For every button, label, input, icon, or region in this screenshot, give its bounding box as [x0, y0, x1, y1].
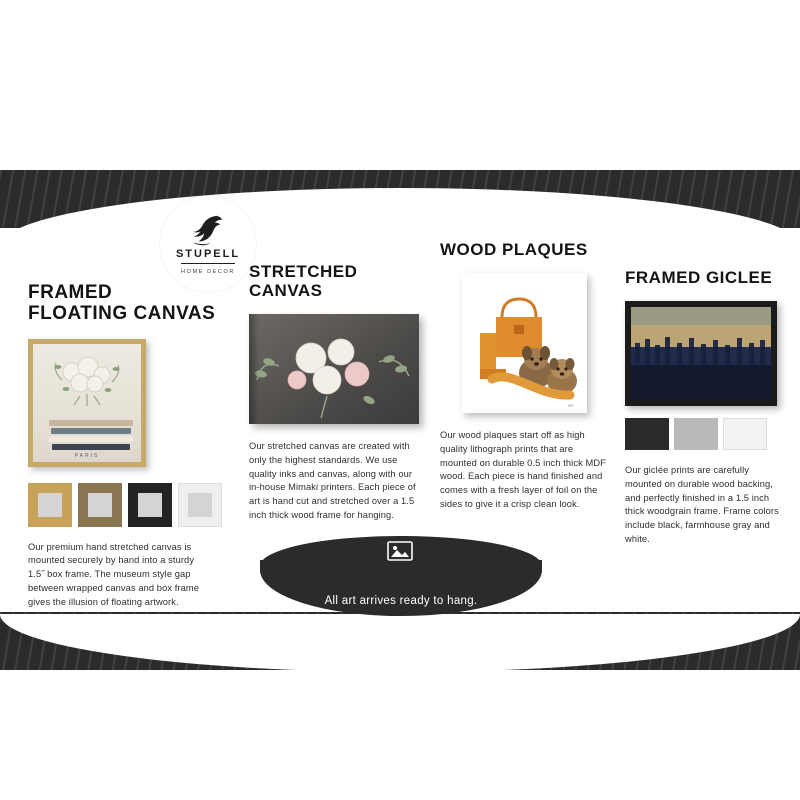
brand-divider [181, 263, 235, 264]
stretched-canvas-artwork [249, 314, 419, 424]
section-title [249, 262, 434, 300]
section-description: Our stretched canvas are created with only the highest standards. We use quality inks and canvas, along with our in-house Mimaki printers. Each piece of art is hand cut and stretched over a 1.5 inch thick wood frame for hanging. [249, 441, 416, 520]
section-title [440, 240, 620, 259]
section-wood-plaques [440, 240, 620, 512]
frame-swatch-gold[interactable] [28, 483, 72, 527]
section-description: Our premium hand stretched canvas is mounted securely by hand into a sturdy 1.5˝ box frame. The museum style gap between wrapped canvas and box frame gives the illusion of floating artwork. [28, 541, 200, 607]
frame-swatch-bronze[interactable] [78, 483, 122, 527]
canvas-wrapped-edge [249, 314, 259, 424]
title-line-2: CANVAS [249, 281, 323, 301]
stacked-books-illustration [49, 418, 133, 450]
giclee-frame-swatches [625, 418, 785, 450]
frame-swatch-farmhouse-gray[interactable] [674, 418, 718, 450]
swan-logo-icon [189, 213, 227, 247]
frame-swatch-black[interactable] [128, 483, 172, 527]
artwork-caption: PARIS [74, 452, 100, 459]
brand-tagline: HOME DECOR [181, 269, 235, 275]
frame-swatch-white[interactable] [723, 418, 767, 450]
floral-bouquet-illustration [50, 356, 124, 412]
ribbon-text: All art arrives ready to hang. [324, 595, 478, 607]
title-line-1: WOOD PLAQUES [440, 240, 588, 259]
frame-swatch-black[interactable] [625, 418, 669, 450]
title-line-1: FRAMED GICLEE [625, 268, 773, 287]
section-framed-floating-canvas [28, 282, 228, 609]
framed-picture-icon [387, 540, 413, 562]
svg-text:art: art [568, 403, 574, 409]
swatch-window [88, 493, 112, 517]
framed-giclee-artwork [625, 301, 777, 406]
ready-to-hang-ribbon [260, 560, 542, 616]
swatch-window [38, 493, 62, 517]
title-line-2: FLOATING CANVAS [28, 303, 216, 325]
brand-name: STUPELL [175, 248, 241, 260]
abstract-landscape-illustration [631, 307, 771, 400]
wood-plaque-artwork [462, 273, 587, 413]
section-title [625, 268, 785, 287]
bottom-decorative-band [0, 612, 800, 670]
swatch-window [138, 493, 162, 517]
framed-floating-canvas-artwork [28, 339, 146, 467]
frame-swatch-white[interactable] [178, 483, 222, 527]
section-description: Our giclée prints are carefully mounted on durable wood backing, and perfectly finished in a 1.5 inch thick woodgrain frame. Frame colors include black, farmhouse gray and white. [625, 465, 779, 544]
floral-canvas-illustration [249, 314, 419, 424]
section-title [28, 282, 228, 325]
top-decorative-band [0, 170, 800, 228]
brand-logo-badge [160, 196, 256, 292]
artwork-inner [33, 344, 141, 462]
title-line-1: FRAMED [28, 282, 113, 303]
dogs-and-handbag-illustration [462, 273, 587, 413]
artwork-inner [631, 307, 771, 400]
frame-color-swatches [28, 483, 228, 527]
title-line-1: STRETCHED [249, 262, 358, 281]
section-framed-giclee [625, 268, 785, 547]
swatch-window [188, 493, 212, 517]
section-description: Our wood plaques start off as high quality lithograph prints that are mounted on durable 0.5 inch thick MDF wood. Each piece is hand finished and comes with a fresh layer of foil on the sides to give it a crisp clean look. [440, 430, 606, 509]
section-stretched-canvas [249, 262, 434, 523]
